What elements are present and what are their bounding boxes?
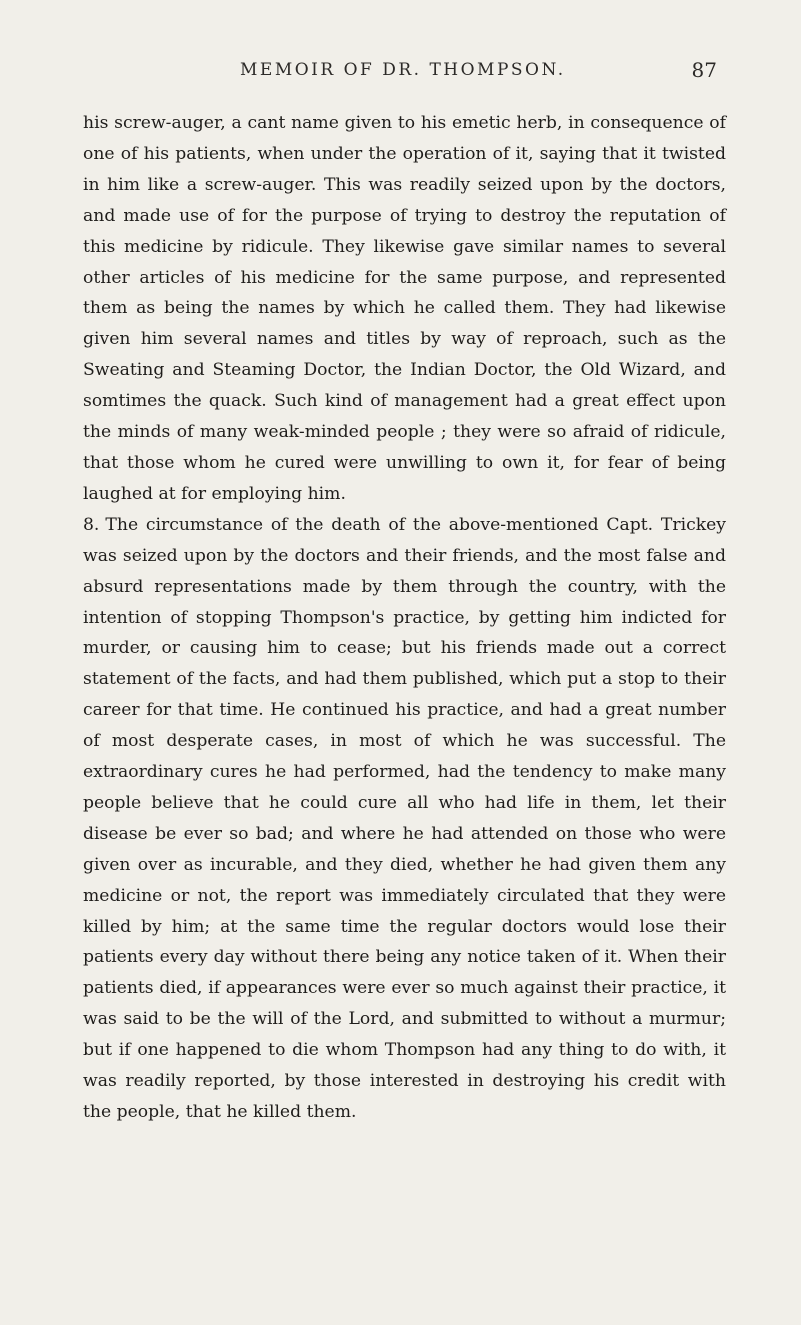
page-number: 87 (691, 58, 717, 82)
paragraph-2-number: 8. (83, 514, 100, 535)
body-text (83, 108, 726, 1128)
paragraph-2 (83, 510, 726, 1128)
paragraph-2-text: The circumstance of the death of the above-mentioned Capt. Trickey was seized upon by the doctors and their friends, and the most false and absurd representations made by them through the country, with the intention of stopping Thompson's practice, by getting him indicted for murder, or causing him to cease; but his friends made out a correct statement of the facts, and had them published, which put a stop to their career for that time. He continued his practice, and had a great number of most desperate cases, in most of which he was successful. The extraordinary cures he had performed, had the tendency to make many people believe that he could cure all who had life in them, let their disease be ever so bad; and where he had attended on those who were given over as incurable, and they died, whether he had given them any medicine or not, the report was immediately circulated that they were killed by him; at the same time the regular doctors would lose their patients every day without there being any notice taken of it. When their patients died, if appearances were ever so much against their practice, it was said to be the will of the Lord, and submitted to without a murmur; but if one happened to die whom Thompson had any thing to do with, it was readily reported, by those interested in destroying his credit with the people, that he killed them. (83, 514, 726, 1122)
running-head: MEMOIR OF DR. THOMPSON. (240, 60, 566, 80)
paragraph-1: his screw-auger, a cant name given to his emetic herb, in consequence of one of his patients, when under the operation of it, saying that it twisted in him like a screw-auger. This was readily seized upon by the doctors, and made use of for the purpose of trying to destroy the reputation of this medicine by ridicule. They likewise gave similar names to several other articles of his medicine for the same purpose, and represented them as being the names by which he called them. They had likewise given him several names and titles by way of reproach, such as the Sweating and Steaming Doctor, the Indian Doctor, the Old Wizard, and somtimes the quack. Such kind of management had a great effect upon the minds of many weak-minded people ; they were so afraid of ridicule, that those whom he cured were unwilling to own it, for fear of being laughed at for employing him. (83, 113, 726, 504)
